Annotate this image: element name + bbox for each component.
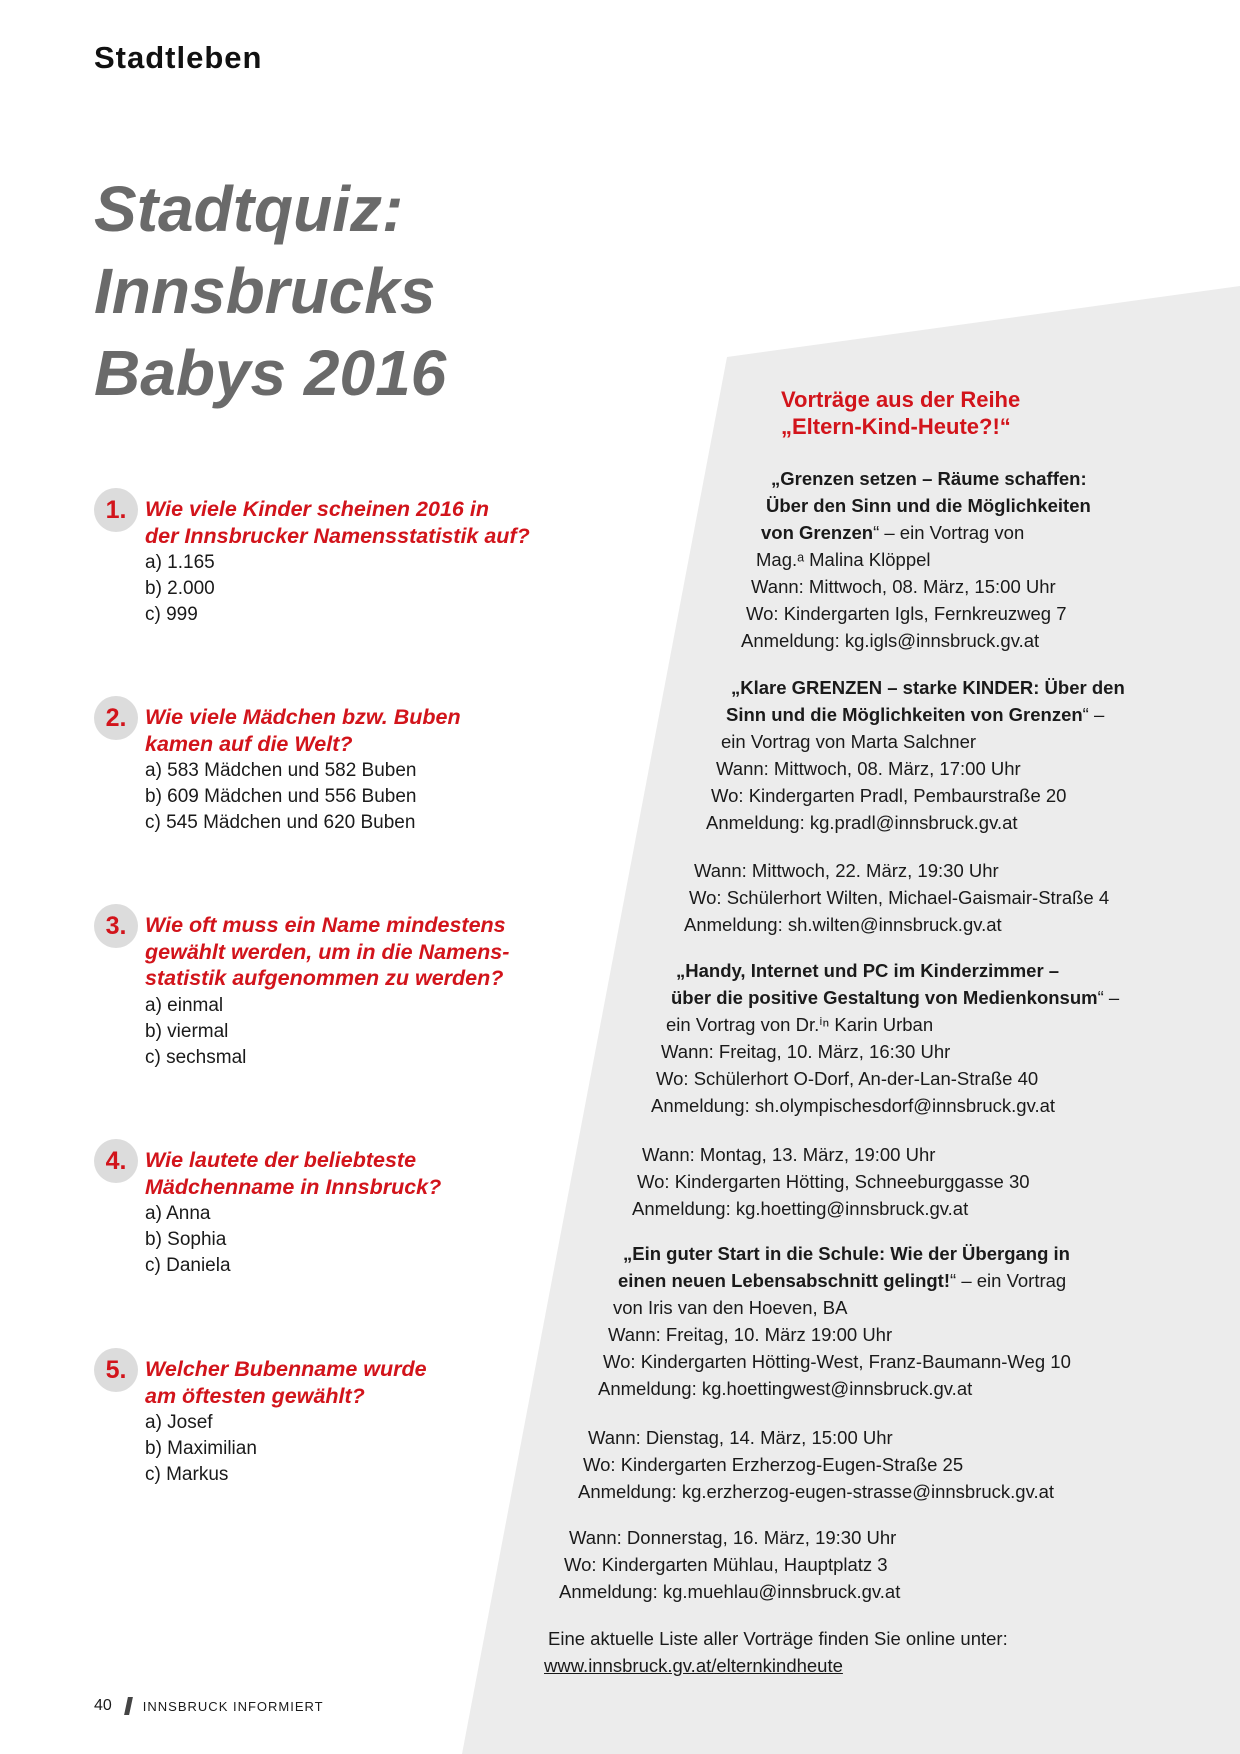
publication-name: INNSBRUCK INFORMIERT: [142, 1698, 324, 1714]
question-text: [145, 1147, 441, 1200]
answer-option: b) Maximilian: [145, 1438, 257, 1459]
answer-list: [145, 1410, 427, 1488]
event-block: [559, 1524, 901, 1605]
event-line: [684, 911, 1109, 938]
event-line: [603, 1348, 1071, 1375]
answer-option: b) Sophia: [145, 1229, 227, 1250]
event-line-text: Wann: Montag, 13. März, 19:00 Uhr: [642, 1144, 936, 1165]
page-footer: [94, 1697, 324, 1715]
event-line: [741, 627, 1091, 654]
event-block: [632, 1141, 1030, 1222]
event-line: [613, 1294, 1071, 1321]
event-line: [618, 1267, 1071, 1294]
event-line-text: “ –: [1097, 987, 1120, 1008]
answer-option: c) 999: [145, 604, 198, 625]
question-text: [145, 912, 509, 992]
question-text-line: Wie oft muss ein Name mindestens: [145, 913, 506, 937]
event-line: [771, 465, 1091, 492]
event-line-text: Anmeldung: kg.igls@innsbruck.gv.at: [741, 630, 1040, 651]
question-text-line: Wie lautete der beliebteste: [145, 1148, 417, 1172]
quiz-question-5: [94, 1356, 427, 1488]
question-number-badge: 5.: [94, 1348, 138, 1392]
sidebar-closing: [544, 1625, 1008, 1679]
event-line-text: Wo: Kindergarten Pradl, Pembaurstraße 20: [711, 785, 1067, 806]
quiz-question-4: [94, 1147, 441, 1279]
answer-list: [145, 550, 530, 628]
answer-list: [145, 993, 509, 1071]
question-text-line: kamen auf die Welt?: [145, 731, 353, 756]
section-label: Stadtleben: [94, 40, 263, 75]
event-line: [651, 1092, 1119, 1119]
answer-list: [145, 1201, 441, 1279]
question-text: [145, 704, 461, 757]
event-block: [684, 857, 1110, 938]
answer-option: c) 545 Mädchen und 620 Buben: [145, 812, 416, 833]
event-line-text: Anmeldung: kg.erzherzog-eugen-strasse@innsbruck.gv.at: [578, 1481, 1055, 1502]
event-line-text: Wo: Kindergarten Igls, Fernkreuzweg 7: [746, 603, 1067, 624]
event-line-text: von Iris van den Hoeven, BA: [613, 1297, 848, 1318]
answer-option: b) 2.000: [145, 578, 215, 599]
event-line: [637, 1168, 1030, 1195]
event-line-text: Anmeldung: kg.hoetting@innsbruck.gv.at: [632, 1198, 969, 1219]
event-line-text: Wann: Mittwoch, 22. März, 19:30 Uhr: [694, 860, 999, 881]
event-line-text: Wo: Kindergarten Erzherzog-Eugen-Straße 25: [583, 1454, 964, 1475]
event-line: [761, 519, 1091, 546]
event-line-text: Wo: Kindergarten Hötting-West, Franz-Baumann-Weg 10: [603, 1351, 1071, 1372]
question-number-badge: 1.: [94, 488, 138, 532]
event-line-bold: von Grenzen: [761, 522, 874, 543]
event-line: [689, 884, 1109, 911]
event-line: [608, 1321, 1071, 1348]
answer-option: a) Josef: [145, 1412, 213, 1433]
sidebar-title-line: „Eltern-Kind-Heute?!“: [781, 414, 1011, 439]
event-line: [756, 546, 1091, 573]
answer-option: a) Anna: [145, 1203, 211, 1224]
event-line: [623, 1240, 1071, 1267]
event-line-text: “ –: [1082, 704, 1105, 725]
question-number-badge: 4.: [94, 1139, 138, 1183]
answer-list: [145, 758, 461, 836]
event-line: [569, 1524, 900, 1551]
question-text: [145, 496, 530, 549]
event-line-text: Wann: Freitag, 10. März, 16:30 Uhr: [661, 1041, 951, 1062]
answer-option: a) 1.165: [145, 552, 215, 573]
event-block: [578, 1424, 1055, 1505]
answer-option: c) Daniela: [145, 1255, 231, 1276]
event-line: [666, 1011, 1119, 1038]
question-number-badge: 3.: [94, 904, 138, 948]
question-number-badge: 2.: [94, 696, 138, 740]
page-number: 40: [94, 1697, 112, 1714]
answer-option: a) 583 Mädchen und 582 Buben: [145, 760, 417, 781]
event-line-text: Wo: Kindergarten Hötting, Schneeburggasse 30: [637, 1171, 1030, 1192]
question-text-line: Wie viele Kinder scheinen 2016 in: [145, 497, 489, 521]
event-line-text: Anmeldung: sh.wilten@innsbruck.gv.at: [684, 914, 1002, 935]
event-line: [642, 1141, 1030, 1168]
event-line-bold: über die positive Gestaltung von Medienkonsum: [671, 987, 1098, 1008]
answer-option: c) Markus: [145, 1464, 229, 1485]
event-line-text: Wo: Schülerhort Wilten, Michael-Gaismair-Straße 4: [689, 887, 1110, 908]
event-line-text: Anmeldung: kg.pradl@innsbruck.gv.at: [706, 812, 1018, 833]
answer-option: b) 609 Mädchen und 556 Buben: [145, 786, 417, 807]
sidebar-title: [781, 386, 1020, 440]
event-line: [598, 1375, 1071, 1402]
event-line: [711, 782, 1125, 809]
event-line: [588, 1424, 1054, 1451]
event-line-text: ein Vortrag von Marta Salchner: [721, 731, 977, 752]
quiz-question-2: [94, 704, 461, 836]
event-line: [716, 755, 1125, 782]
event-line-text: Wann: Mittwoch, 08. März, 15:00 Uhr: [751, 576, 1056, 597]
question-text-line: Mädchenname in Innsbruck?: [145, 1174, 442, 1199]
title-line: Stadtquiz:: [94, 173, 404, 245]
event-line-bold: einen neuen Lebensabschnitt gelingt!: [618, 1270, 951, 1291]
event-line: [559, 1578, 900, 1605]
event-block: [706, 674, 1125, 836]
sidebar-title-line: Vorträge aus der Reihe: [781, 387, 1021, 412]
page-title: [94, 168, 446, 414]
event-line-text: Wo: Kindergarten Mühlau, Hauptplatz 3: [564, 1554, 888, 1575]
event-line-bold: „Grenzen setzen – Räume schaffen:: [771, 468, 1087, 489]
event-line-bold: „Klare GRENZEN – starke KINDER: Über den: [731, 677, 1125, 698]
event-line: [656, 1065, 1119, 1092]
event-line: [583, 1451, 1054, 1478]
event-line: [671, 984, 1119, 1011]
closing-text: Eine aktuelle Liste aller Vorträge finden Sie online unter:: [548, 1628, 1008, 1649]
answer-option: b) viermal: [145, 1020, 229, 1042]
event-line-text: Anmeldung: kg.hoettingwest@innsbruck.gv.at: [598, 1378, 973, 1399]
elternkindheute-link[interactable]: www.innsbruck.gv.at/elternkindheute: [544, 1655, 843, 1676]
event-line-text: Wann: Freitag, 10. März 19:00 Uhr: [608, 1324, 893, 1345]
event-line-text: Mag.ᵃ Malina Klöppel: [756, 549, 931, 570]
event-block: [651, 957, 1120, 1119]
event-line-bold: Über den Sinn und die Möglichkeiten: [766, 495, 1091, 516]
event-line: [661, 1038, 1119, 1065]
event-line-text: Wann: Dienstag, 14. März, 15:00 Uhr: [588, 1427, 893, 1448]
question-text-line: am öftesten gewählt?: [145, 1383, 365, 1408]
answer-option: a) einmal: [145, 994, 224, 1016]
event-block: [598, 1240, 1071, 1402]
event-line: [578, 1478, 1054, 1505]
event-line-bold: „Ein guter Start in die Schule: Wie der Übergang in: [623, 1243, 1070, 1264]
event-line-bold: „Handy, Internet und PC im Kinderzimmer –: [676, 960, 1060, 981]
question-text-line: Wie viele Mädchen bzw. Buben: [145, 705, 461, 729]
event-line: [706, 809, 1125, 836]
quiz-question-3: [94, 912, 509, 1071]
event-line: [721, 728, 1125, 755]
question-text-line: statistik aufgenommen zu werden?: [145, 966, 504, 990]
footer-divider: [124, 1697, 133, 1715]
event-line: [632, 1195, 1030, 1222]
answer-option: c) sechsmal: [145, 1046, 247, 1068]
event-line: [564, 1551, 900, 1578]
event-line-text: “ – ein Vortrag von: [873, 522, 1025, 543]
event-line-text: Wann: Mittwoch, 08. März, 17:00 Uhr: [716, 758, 1021, 779]
event-line-text: Wo: Schülerhort O-Dorf, An-der-Lan-Straße 40: [656, 1068, 1039, 1089]
event-line-text: Anmeldung: kg.muehlau@innsbruck.gv.at: [559, 1581, 901, 1602]
event-line: [694, 857, 1109, 884]
event-line: [751, 573, 1091, 600]
event-line: [676, 957, 1119, 984]
event-line-text: Wann: Donnerstag, 16. März, 19:30 Uhr: [569, 1527, 897, 1548]
event-line-text: Anmeldung: sh.olympischesdorf@innsbruck.gv.at: [651, 1095, 1056, 1116]
question-text-line: Welcher Bubenname wurde: [145, 1357, 427, 1381]
quiz-question-1: [94, 496, 530, 628]
title-line: Innsbrucks: [94, 255, 436, 327]
question-text: [145, 1356, 427, 1409]
event-line: [766, 492, 1091, 519]
event-line-bold: Sinn und die Möglichkeiten von Grenzen: [726, 704, 1083, 725]
event-block: [741, 465, 1091, 654]
event-line: [726, 701, 1125, 728]
event-line: [731, 674, 1125, 701]
event-line-text: “ – ein Vortrag: [950, 1270, 1067, 1291]
question-text-line: der Innsbrucker Namensstatistik auf?: [145, 523, 530, 548]
question-text-line: gewählt werden, um in die Namens-: [145, 939, 510, 964]
event-line-text: ein Vortrag von Dr.ⁱⁿ Karin Urban: [666, 1014, 934, 1035]
event-line: [746, 600, 1091, 627]
title-line: Babys 2016: [94, 337, 447, 409]
